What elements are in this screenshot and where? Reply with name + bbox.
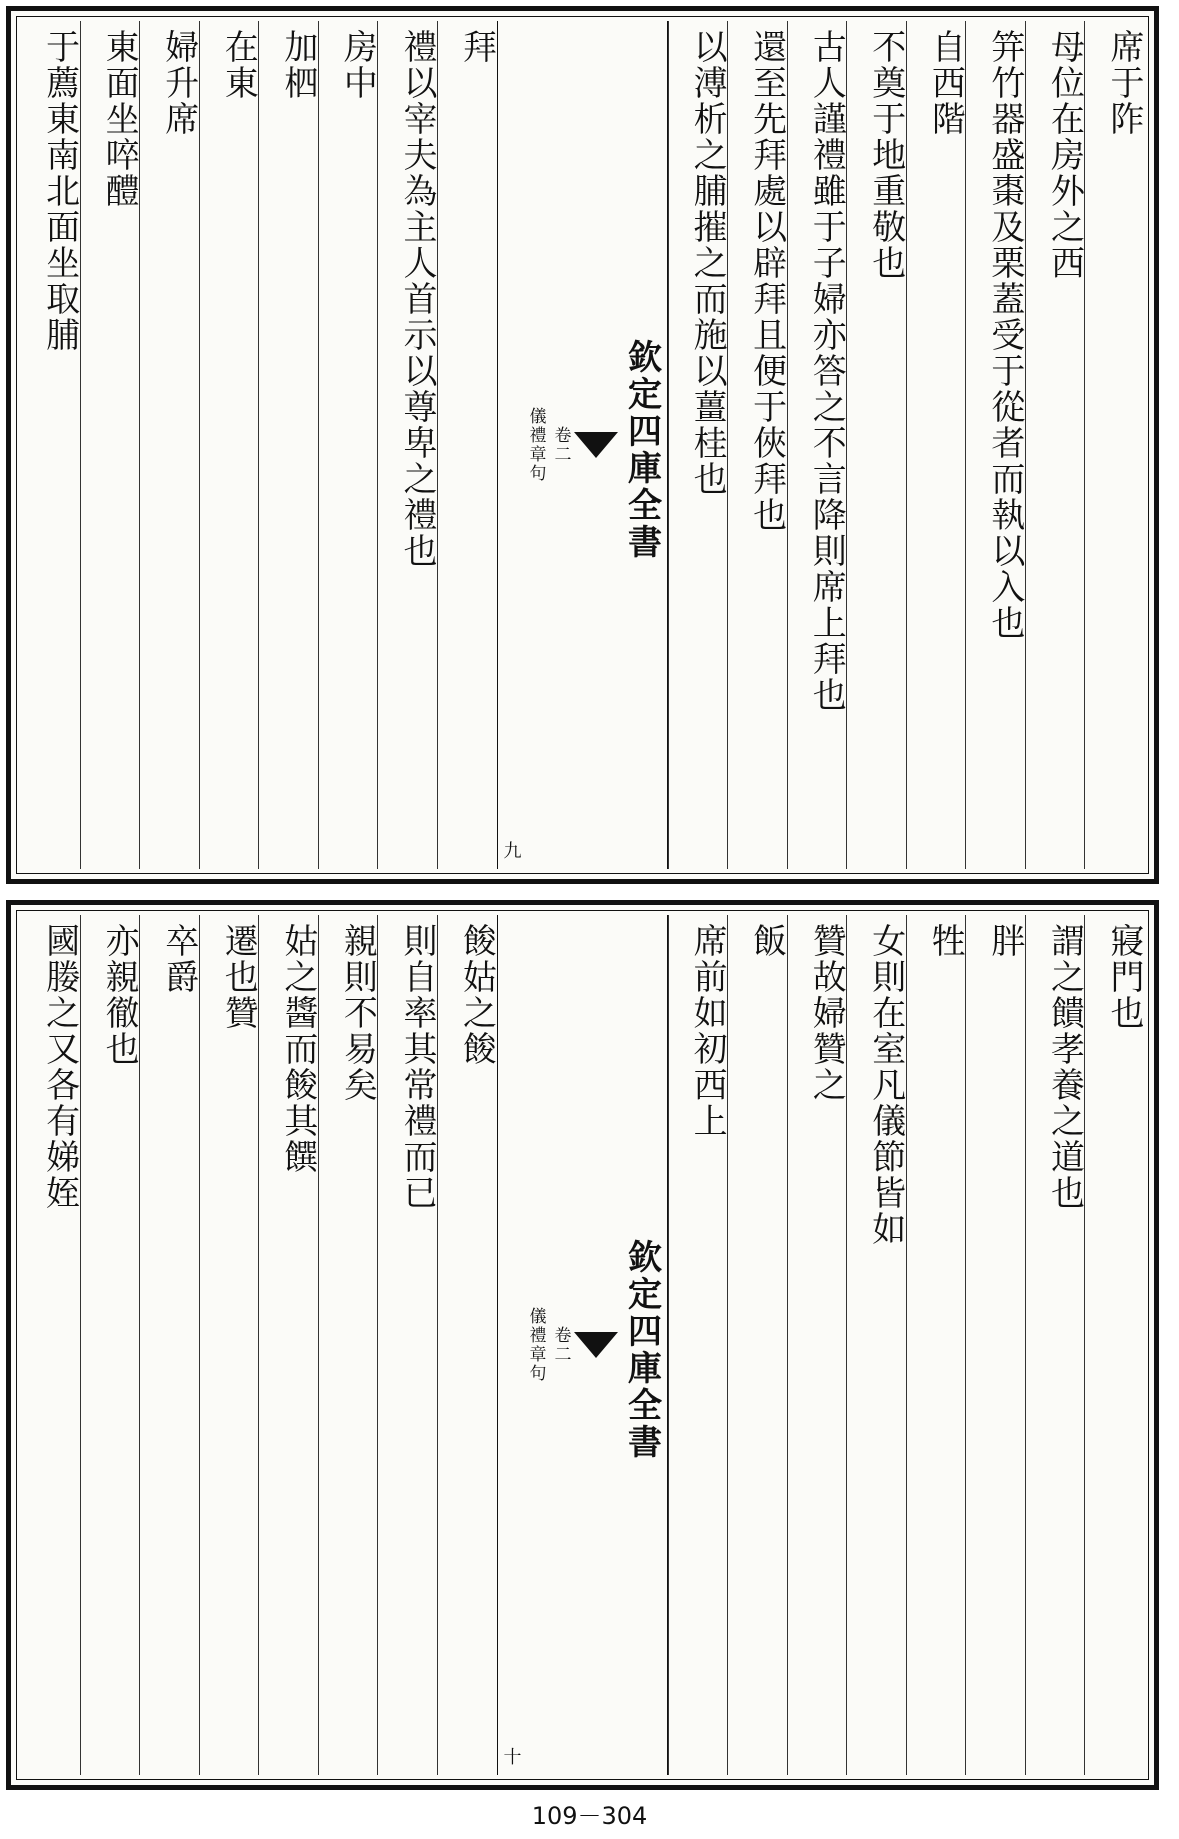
- bottom-page-frame: [16, 910, 1149, 1780]
- text-column: 拜: [437, 21, 497, 869]
- book-title: 欽定四庫全書: [621, 339, 662, 561]
- text-column: 東面坐啐醴: [80, 21, 140, 869]
- bottom-text-columns: [21, 915, 1144, 1775]
- text-column: 房中: [318, 21, 378, 869]
- text-column: 餕姑之餕: [437, 915, 497, 1775]
- fishtail-mark-icon: [574, 432, 618, 458]
- text-column: 笄竹器盛棗及栗蓋受于從者而執以入也: [965, 21, 1025, 869]
- center-fold-column: [497, 21, 668, 869]
- text-column: 親則不易矣: [318, 915, 378, 1775]
- fishtail-mark-icon: [574, 1332, 618, 1358]
- text-column: 牲: [906, 915, 966, 1775]
- text-column: 婦升席: [139, 21, 199, 869]
- text-column: 胖: [965, 915, 1025, 1775]
- text-column: 卒爵: [139, 915, 199, 1775]
- text-column: 于薦東南北面坐取脯: [39, 29, 80, 353]
- top-page-panel: [6, 6, 1159, 884]
- text-column: 謂之饋孝養之道也: [1025, 915, 1085, 1775]
- text-column: 還至先拜處以辟拜且便于俠拜也: [727, 21, 787, 869]
- top-text-columns: [21, 21, 1144, 869]
- text-column: 以溥析之脯摧之而施以薑桂也: [668, 21, 728, 869]
- volume-label: 卷二: [550, 1326, 571, 1364]
- text-column: 席前如初西上: [668, 915, 728, 1775]
- top-page-frame: [16, 16, 1149, 874]
- leaf-number: 十: [500, 1747, 522, 1765]
- text-column: 女則在室凡儀節皆如: [846, 915, 906, 1775]
- text-column: 母位在房外之西: [1025, 21, 1085, 869]
- text-column: 自西階: [906, 21, 966, 869]
- text-column: 亦親徹也: [80, 915, 140, 1775]
- text-column: 國媵之又各有娣姪: [39, 923, 80, 1211]
- text-column: 遷也贊: [199, 915, 259, 1775]
- text-column: 飯: [727, 915, 787, 1775]
- bottom-page-panel: [6, 900, 1159, 1790]
- text-column: 古人謹禮雖于子婦亦答之不言降則席上拜也: [787, 21, 847, 869]
- text-column: 在東: [199, 21, 259, 869]
- text-column: 席于阼: [1084, 21, 1144, 869]
- section-title: 儀禮章句: [525, 1307, 546, 1383]
- text-column: 贊故婦贊之: [787, 915, 847, 1775]
- text-column: 則自率其常禮而已: [377, 915, 437, 1775]
- text-column: 禮以宰夫為主人首示以尊卑之禮也: [377, 21, 437, 869]
- text-column: 加柶: [258, 21, 318, 869]
- text-column: 不奠于地重敬也: [846, 21, 906, 869]
- volume-label: 卷二: [550, 426, 571, 464]
- text-column: 寢門也: [1084, 915, 1144, 1775]
- book-title: 欽定四庫全書: [621, 1239, 662, 1461]
- center-fold-column: [497, 915, 668, 1775]
- leaf-number: 九: [500, 841, 522, 859]
- text-column: 姑之醬而餕其饌: [258, 915, 318, 1775]
- page-number-footer: 109－304: [531, 1802, 648, 1830]
- section-title: 儀禮章句: [525, 407, 546, 483]
